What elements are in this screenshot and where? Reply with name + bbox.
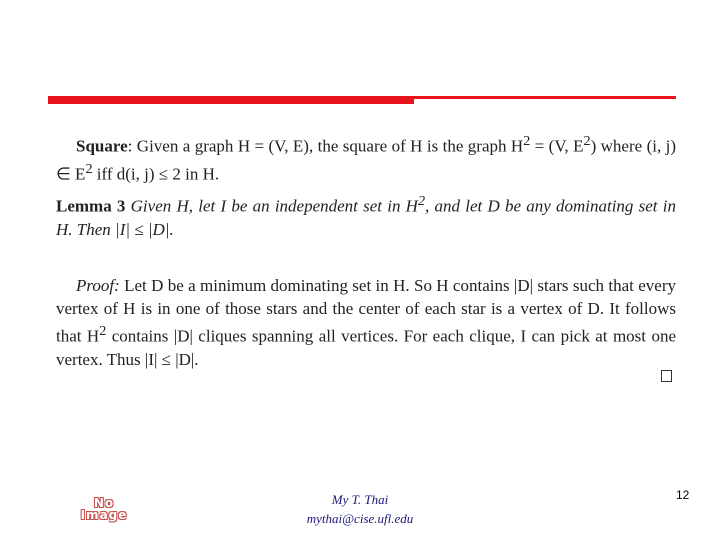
definition-paragraph — [56, 130, 676, 185]
footer — [280, 490, 440, 528]
lemma-paragraph — [56, 190, 676, 241]
superscript: 2 — [99, 323, 107, 339]
header-rule-thick — [48, 96, 414, 104]
no-image-line: No — [93, 496, 115, 510]
lemma-text: Given H, let I be an independent set in H — [125, 196, 418, 216]
proof-text: Let D be a minimum dominating set in H. So H contains |D| stars such that every vertex of H is in one of those stars and the center of each star is a vertex of D. It follows that H — [56, 276, 676, 346]
lemma-label: Lemma 3 — [56, 196, 126, 216]
header-rule-thin — [414, 96, 676, 99]
superscript: 2 — [523, 133, 531, 149]
qed-box-icon — [661, 370, 672, 382]
definition-text: = (V, E — [530, 136, 584, 156]
proof-paragraph — [56, 274, 676, 371]
footer-email: mythai@cise.ufl.edu — [306, 511, 414, 526]
definition-text: iff d(i, j) ≤ 2 in H. — [92, 164, 220, 184]
page-number: 12 — [676, 488, 690, 502]
no-image-placeholder — [70, 497, 138, 521]
superscript: 2 — [85, 160, 93, 177]
superscript: 2 — [583, 133, 591, 149]
proof-label: Proof: — [76, 276, 120, 295]
no-image-line: Image — [80, 508, 128, 522]
definition-term: Square — [76, 136, 128, 156]
proof-text: contains |D| cliques spanning all vertices. For each clique, I can pick at most one vertex. Thus |I| ≤ |D|. — [56, 326, 676, 369]
definition-text: ) where (i, j) ∈ E — [56, 136, 677, 184]
definition-text: : Given a graph H = (V, E), the square of H is the graph H — [127, 136, 524, 156]
footer-author: My T. Thai — [331, 492, 389, 507]
lemma-text: , and let D be any dominating set in H. Then |I| ≤ |D|. — [56, 196, 676, 239]
superscript: 2 — [417, 193, 426, 209]
